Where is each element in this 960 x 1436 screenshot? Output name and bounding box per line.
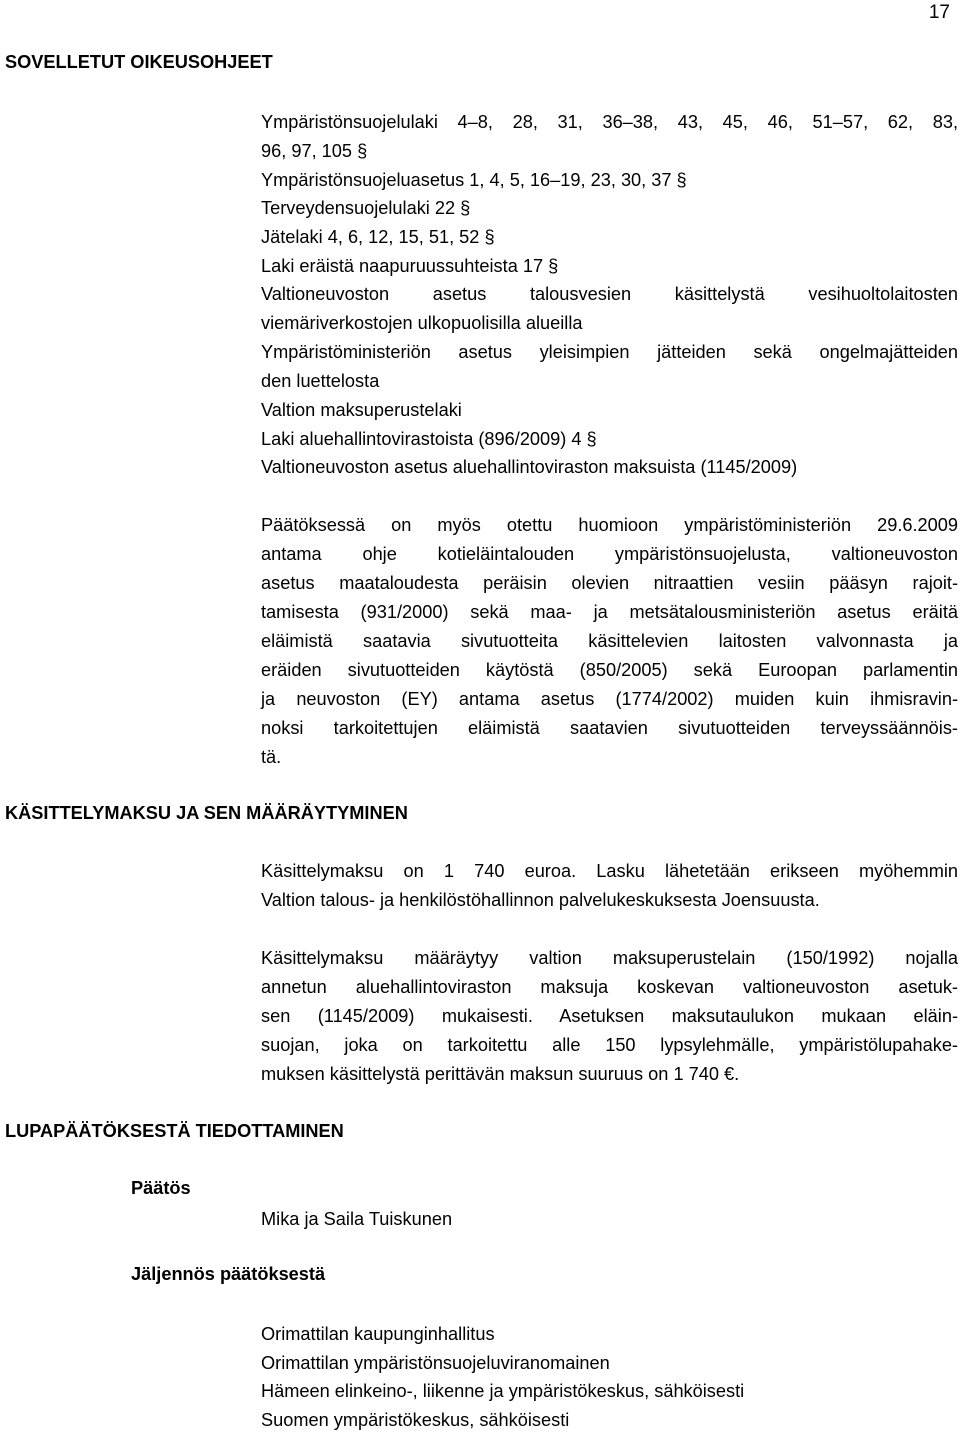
text-line: Valtion talous- ja henkilöstöhallinnon palvelukeskuksesta Joensuusta. — [261, 890, 820, 910]
list-item: Orimattilan kaupunginhallitus — [261, 1324, 495, 1344]
page-number: 17 — [928, 2, 950, 23]
law-item: den luettelosta — [261, 371, 380, 392]
section-heading-sovelletut: SOVELLETUT OIKEUSOHJEET — [5, 52, 273, 72]
decision-recipient: Mika ja Saila Tuiskunen — [261, 1209, 453, 1229]
law-item: Valtioneuvoston asetus talousvesien käsittelystä vesihuoltolaitosten — [261, 284, 958, 305]
text-line: tä. — [261, 747, 282, 767]
text-line: ja neuvoston (EY) antama asetus (1774/2002) muiden kuin ihmisravin- — [261, 689, 958, 709]
law-item: Valtioneuvoston asetus aluehallintoviraston maksuista (1145/2009) — [261, 457, 798, 478]
law-item: 96, 97, 105 § — [261, 141, 368, 161]
law-item: Ympäristönsuojeluasetus 1, 4, 5, 16–19, 23, 30, 37 § — [261, 169, 687, 190]
law-item: viemäriverkostojen ulkopuolisilla alueilla — [261, 313, 583, 334]
text-line: tamisesta (931/2000) sekä maa- ja metsätalousministeriön asetus eräitä — [261, 602, 958, 622]
fee-paragraph-1 — [261, 857, 958, 915]
text-line: annetun aluehallintoviraston maksuja koskevan valtioneuvoston asetuk- — [261, 977, 958, 997]
text-line: suojan, joka on tarkoitettu alle 150 lypsylehmälle, ympäristölupahake- — [261, 1035, 958, 1055]
law-item: Jätelaki 4, 6, 12, 15, 51, 52 § — [261, 227, 495, 248]
list-item: Orimattilan ympäristönsuojeluviranomainen — [261, 1352, 610, 1373]
law-item: Ympäristöministeriön asetus yleisimpien jätteiden sekä ongelmajätteiden — [261, 342, 958, 363]
law-item: Terveydensuojelulaki 22 § — [261, 198, 471, 219]
law-item: Laki eräistä naapuruussuhteista 17 § — [261, 255, 559, 276]
text-line: Päätöksessä on myös otettu huomioon ympäristöministeriön 29.6.2009 — [261, 515, 958, 535]
text-line: sen (1145/2009) mukaisesti. Asetuksen maksutaulukon mukaan eläin- — [261, 1006, 958, 1026]
law-item: Laki aluehallintovirastoista (896/2009) 4 § — [261, 428, 597, 449]
section-heading-kasittelymaksu: KÄSITTELYMAKSU JA SEN MÄÄRÄYTYMINEN — [5, 803, 408, 823]
law-item: Valtion maksuperustelaki — [261, 399, 462, 420]
copy-label: Jäljennös päätöksestä — [131, 1264, 326, 1284]
fee-paragraph-2 — [261, 944, 958, 1089]
list-item: Suomen ympäristökeskus, sähköisesti — [261, 1410, 570, 1431]
text-line: Käsittelymaksu on 1 740 euroa. Lasku lähetetään erikseen myöhemmin — [261, 861, 958, 881]
section-heading-tiedottaminen: LUPAPÄÄTÖKSESTÄ TIEDOTTAMINEN — [5, 1121, 344, 1141]
applied-guidance-paragraph — [261, 511, 958, 772]
law-list — [261, 108, 958, 482]
text-line: antama ohje kotieläintalouden ympäristönsuojelusta, valtioneuvoston — [261, 544, 958, 564]
text-line: asetus maataloudesta peräisin olevien nitraattien vesiin pääsyn rajoit- — [261, 573, 958, 593]
text-line: muksen käsittelystä perittävän maksun suuruus on 1 740 €. — [261, 1064, 740, 1084]
decision-label: Päätös — [131, 1178, 191, 1198]
text-line: noksi tarkoitettujen eläimistä saatavien sivutuotteiden terveyssäännöis- — [261, 718, 958, 738]
copy-recipient-list — [261, 1320, 958, 1435]
text-line: eläimistä saatavia sivutuotteita käsittelevien laitosten valvonnasta ja — [261, 631, 958, 651]
list-item: Hämeen elinkeino-, liikenne ja ympäristökeskus, sähköisesti — [261, 1381, 745, 1402]
law-item: Ympäristönsuojelulaki 4–8, 28, 31, 36–38, 43, 45, 46, 51–57, 62, 83, — [261, 112, 958, 132]
text-line: eräiden sivutuotteiden käytöstä (850/2005) sekä Euroopan parlamentin — [261, 660, 958, 680]
text-line: Käsittelymaksu määräytyy valtion maksuperustelain (150/1992) nojalla — [261, 948, 958, 968]
